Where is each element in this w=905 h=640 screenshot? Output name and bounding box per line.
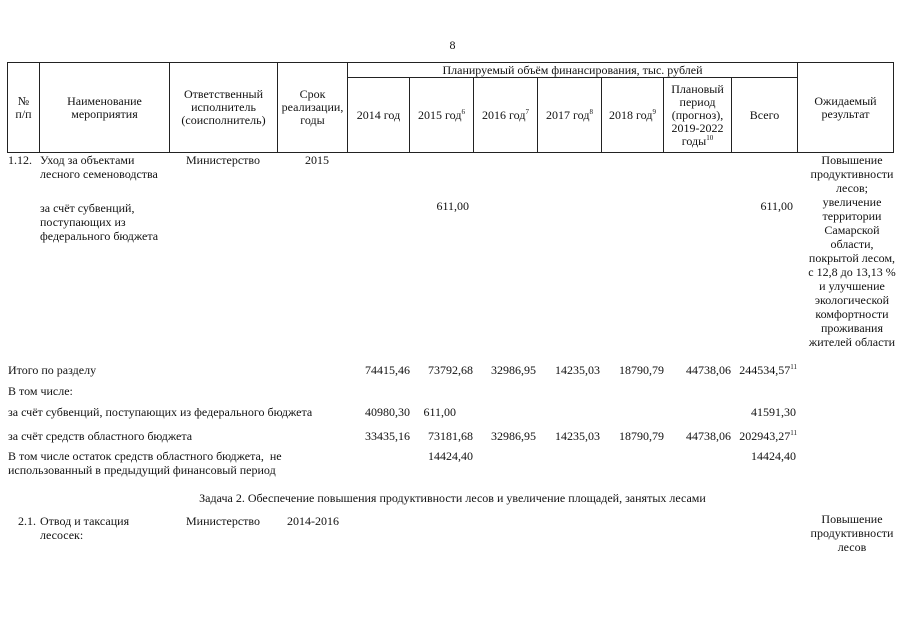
regional-label: за счёт средств областного бюджета	[8, 429, 193, 443]
row-number: 1.12.	[8, 153, 32, 167]
header-total: Всего	[732, 78, 798, 153]
task2-term: 2014-2016	[287, 514, 339, 528]
regional-planned: 44738,06	[686, 429, 731, 443]
regional-2017: 14235,03	[555, 429, 600, 443]
table-header	[7, 62, 894, 153]
totals-2016: 32986,95	[491, 363, 536, 377]
expected-result: Повышение продуктивности лесов; увеличение территории Самарской области, покрытой лесом, с 12,8 до 13,13 % и улучшение экологической комфортности проживания жителей области	[808, 153, 896, 349]
task2-title: Задача 2. Обеспечение повышения продуктивности лесов и увеличение площадей, занятых лесами	[199, 491, 706, 505]
remainder-label: В том числе остаток средств областного бюджета, не использованный в предыдущий финансовый период	[8, 449, 282, 477]
regional-total: 202943,27$^{11}$	[739, 429, 797, 443]
regional-2018: 18790,79	[619, 429, 664, 443]
remainder-2015: 14424,40	[428, 449, 473, 463]
subsidy-2015: 611,00	[436, 199, 469, 213]
regional-2016: 32986,95	[491, 429, 536, 443]
federal-total: 41591,30	[751, 405, 796, 419]
federal-2014: 40980,30	[365, 405, 410, 419]
term: 2015	[305, 153, 329, 167]
totals-2018: 18790,79	[619, 363, 664, 377]
totals-2017: 14235,03	[555, 363, 600, 377]
totals-2014: 74415,46	[365, 363, 410, 377]
remainder-total: 14424,40	[751, 449, 796, 463]
header-2014: 2014 год	[348, 78, 410, 153]
header-planned: Плановый период (прогноз), 2019-2022 годы$^{10}$	[664, 78, 732, 153]
header-2017: 2017 год$^8$	[538, 78, 602, 153]
totals-planned: 44738,06	[686, 363, 731, 377]
header-term: Срок реализации, годы	[278, 63, 348, 153]
subsidy-total: 611,00	[760, 199, 793, 213]
page-number: 8	[449, 38, 456, 52]
header-name: Наименование мероприятия	[40, 63, 170, 153]
responsible: Министерство	[186, 153, 260, 167]
federal-2015: 611,00	[423, 405, 456, 419]
task2-responsible: Министерство	[186, 514, 260, 528]
header-funding: Планируемый объём финансирования, тыс. рублей	[348, 63, 798, 78]
header-2015: 2015 год$^6$	[410, 78, 474, 153]
totals-2015: 73792,68	[428, 363, 473, 377]
task2-expected-result: Повышение продуктивности лесов	[810, 512, 894, 554]
header-num: № п/п	[8, 63, 40, 153]
totals-all: 244534,57$^{11}$	[739, 363, 797, 377]
subsidy-label: за счёт субвенций, поступающих из федерального бюджета	[40, 201, 159, 243]
header-2016: 2016 год$^7$	[474, 78, 538, 153]
header-responsible: Ответственный исполнитель (соисполнитель)	[170, 63, 278, 153]
activity-name: Уход за объектами лесного семеноводства	[40, 153, 158, 181]
header-2018: 2018 год$^9$	[602, 78, 664, 153]
task2-activity-name: Отвод и таксация лесосек:	[40, 514, 130, 542]
task2-row-number: 2.1.	[18, 514, 36, 528]
federal-label: за счёт субвенций, поступающих из федерального бюджета	[8, 405, 313, 419]
including-label: В том числе:	[8, 384, 73, 398]
regional-2014: 33435,16	[365, 429, 410, 443]
regional-2015: 73181,68	[428, 429, 473, 443]
header-result: Ожидаемый результат	[798, 63, 894, 153]
totals-label: Итого по разделу	[8, 363, 97, 377]
